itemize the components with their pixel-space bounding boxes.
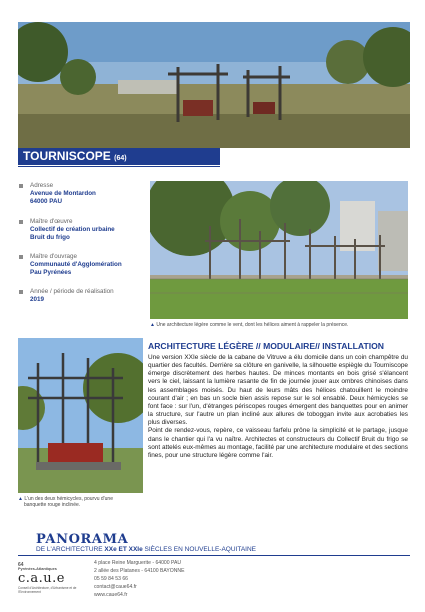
top-photo: [18, 22, 410, 148]
contact-block: [94, 559, 185, 599]
info-label: Adresse: [30, 182, 54, 189]
triangle-icon: ▲: [18, 496, 23, 502]
address-line: 4 place Reine Marguerite - 64000 PAU: [94, 560, 182, 566]
page-title: TOURNISCOPE (64): [23, 149, 127, 163]
panorama-subtitle: DE L'ARCHITECTURE XXe ET XXIe SIÈCLES EN NOUVELLE-AQUITAINE: [36, 546, 257, 553]
website-link[interactable]: www.caue64.fr: [94, 592, 128, 598]
info-label: Année / période de réalisation: [30, 288, 114, 295]
info-client: [19, 253, 149, 277]
bullet-icon: [19, 184, 23, 188]
left-photo-caption: ▲ L'un des deux hémicycles, pourvu d'une banquette rouge inclinée.: [18, 496, 113, 508]
info-value: Communauté d'Agglomération: [30, 261, 122, 268]
paragraph: Point de rendez-vous, repère, ce vaisseau farfelu prône la simplicité et le partage, jusque dans le chantier qui l'a vu naître. Architectes et constructeurs du Collectif Bruit du frigo se sont attelés eux-mêmes au montage, facilité par une architecture modulaire et des sections fines, pour une structure légère comme l'air.: [148, 427, 408, 459]
info-value: Bruit du frigo: [30, 234, 70, 241]
section-title: ARCHITECTURE LÉGÈRE // MODULAIRE// INSTALLATION: [148, 341, 385, 351]
right-photo-caption: ▲ Une architecture légère comme le vent, dont les hélices aiment à rappeler la présence.: [150, 322, 349, 328]
footer-divider: [18, 555, 410, 556]
right-photo: [150, 181, 408, 319]
bullet-icon: [19, 290, 23, 294]
bullet-icon: [19, 220, 23, 224]
address-line: 2 allée des Platanes - 64100 BAYONNE: [94, 568, 185, 574]
email-link[interactable]: contact@caue64.fr: [94, 584, 137, 590]
phone: 05 59 84 53 66: [94, 576, 128, 582]
left-photo: [18, 338, 143, 493]
panorama-brand: PANORAMA: [36, 532, 129, 547]
caue-region: Pyrénées-Atlantiques: [18, 567, 57, 571]
info-label: Maître d'ouvrage: [30, 253, 78, 260]
info-value: Collectif de création urbaine: [30, 226, 115, 233]
caue-logo: c.a.u.e: [18, 571, 65, 586]
paragraph: Une version XXIe siècle de la cabane de Vitruve a élu domicile dans un coin champêtre du quartier des facultés. Derrière sa clôture en ganivelle, la silhouette espiègle du Tourniscope émerge discrètement des herbes hautes. De minces montants en bois grisé s'élancent vers le ciel, laissant la lumière rasante de fin de journée jouer aux ombres chinoises dans les assemblages moisés. Du haut de leurs mâts des hélices chatouillent le moindre courant d'air ; en bas un socle bien assis repose sur le sol ensablé. Deux hémicycles se font face : sur l'un, d'étranges périscopes rouges émergent des banquettes pour en animer la structure, sur l'autre un plan incliné aux allures de toboggan invite aux acrobaties les plus diverses.: [148, 354, 408, 427]
info-address: [19, 182, 149, 206]
info-label: Maître d'œuvre: [30, 218, 73, 225]
caue-number: 64: [18, 562, 24, 568]
caue-description: Conseil d'Architecture, d'Urbanisme et de l'Environnement: [18, 586, 77, 594]
info-value: 2019: [30, 296, 45, 303]
info-architect: [19, 218, 149, 242]
info-value: Pau Pyrénées: [30, 269, 72, 276]
bullet-icon: [19, 255, 23, 259]
info-value: 64000 PAU: [30, 198, 63, 205]
article-body: [148, 354, 408, 460]
info-year: [19, 288, 149, 304]
triangle-icon: ▲: [150, 322, 155, 328]
info-value: Avenue de Montardon: [30, 190, 96, 197]
title-underline: [18, 166, 220, 167]
title-bar: [18, 148, 220, 165]
